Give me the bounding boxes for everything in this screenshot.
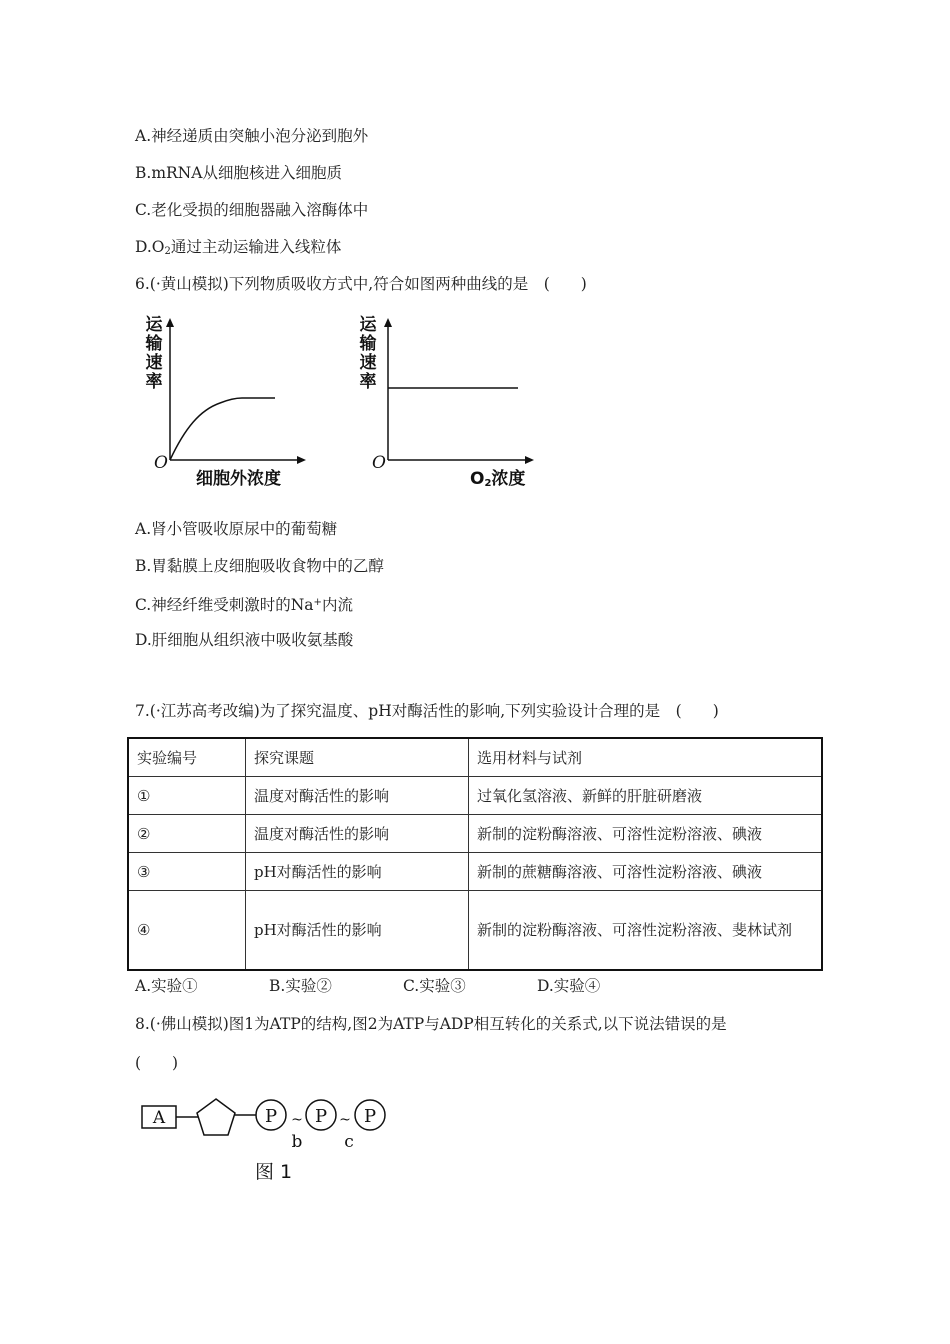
graph2-y-char: 输 [359, 334, 377, 354]
q5-option-d-sub: 2 [164, 246, 171, 257]
table-row [128, 777, 822, 815]
table-cell: 新制的蔗糖酶溶液、可溶性淀粉溶液、碘液 [469, 853, 823, 891]
table-row [128, 815, 822, 853]
graph1-y-char: 速 [145, 353, 163, 373]
graph2-y-char: 速 [359, 353, 377, 373]
q5-option-b: B.mRNA从细胞核进入细胞质 [135, 164, 342, 182]
graph2-y-char: 率 [359, 372, 377, 392]
graph1-plot [160, 318, 310, 468]
q5-option-d [135, 237, 341, 262]
table-header-cell: 实验编号 [128, 738, 246, 777]
table-cell: ③ [128, 853, 246, 891]
graph1-y-char: 运 [145, 315, 163, 335]
experiment-table [127, 737, 823, 971]
q6-option-c [135, 593, 353, 615]
graph2-x-label-post: 浓度 [491, 469, 526, 489]
table-cell: 新制的淀粉酶溶液、可溶性淀粉溶液、斐林试剂 [469, 891, 823, 971]
figure-caption: 图 1 [255, 1161, 293, 1183]
q6-stem: 6.(·黄山模拟)下列物质吸收方式中,符合如图两种曲线的是 ( ) [135, 275, 587, 293]
table-cell: pH对酶活性的影响 [246, 891, 469, 971]
q6-option-d: D.肝细胞从组织液中吸收氨基酸 [135, 631, 354, 649]
graph2-y-title [359, 316, 377, 392]
q7-option-a: A.实验① [135, 977, 198, 995]
high-energy-bond-b: ~ [291, 1112, 303, 1128]
graph1-origin: O [154, 453, 168, 473]
q7-stem: 7.(·江苏高考改编)为了探究温度、pH对酶活性的影响,下列实验设计合理的是 ( ) [135, 702, 719, 720]
q5-option-d-post: 通过主动运输进入线粒体 [170, 238, 342, 256]
ribose-pentagon [197, 1099, 235, 1135]
atp-diagram [140, 1095, 400, 1155]
table-cell: ④ [128, 891, 246, 971]
bond-label-b: b [291, 1132, 303, 1152]
q7-option-d: D.实验④ [537, 977, 601, 995]
q6-option-c-sup: + [313, 597, 322, 608]
table-header-cell: 探究课题 [246, 738, 469, 777]
q6-option-c-post: 内流 [321, 596, 353, 614]
table-cell: ② [128, 815, 246, 853]
adenine-label: A [152, 1108, 166, 1128]
graph1-y-arrow [166, 318, 174, 327]
q6-option-a: A.肾小管吸收原尿中的葡萄糖 [135, 520, 338, 538]
graph2-plot [378, 318, 538, 468]
phosphate-label-1: P [264, 1106, 278, 1127]
q8-stem-paren: ( ) [135, 1054, 179, 1072]
table-cell: 过氧化氢溶液、新鲜的肝脏研磨液 [469, 777, 823, 815]
table-header-row [128, 738, 822, 777]
table-header-cell: 选用材料与试剂 [469, 738, 823, 777]
q6-option-b: B.胃黏膜上皮细胞吸收食物中的乙醇 [135, 557, 384, 575]
table-cell: 温度对酶活性的影响 [246, 815, 469, 853]
graph2-x-label [470, 464, 525, 489]
graph1-y-char: 率 [145, 372, 163, 392]
q5-option-a: A.神经递质由突触小泡分泌到胞外 [135, 127, 369, 145]
atp-structure-figure [140, 1095, 400, 1155]
q7-option-b: B.实验② [269, 977, 332, 995]
q8-stem: 8.(·佛山模拟)图1为ATP的结构,图2为ATP与ADP相互转化的关系式,以下说法错误的是 [135, 1015, 727, 1033]
graph1-y-char: 输 [145, 334, 163, 354]
table-row [128, 891, 822, 971]
graph2-x-label-sub: 2 [484, 478, 492, 489]
graph1-x-arrow [297, 456, 306, 464]
phosphate-label-2: P [314, 1106, 328, 1127]
q5-option-c: C.老化受损的细胞器融入溶酶体中 [135, 201, 369, 219]
table-cell: 温度对酶活性的影响 [246, 777, 469, 815]
graph1-x-label: 细胞外浓度 [196, 469, 281, 489]
table-cell: 新制的淀粉酶溶液、可溶性淀粉溶液、碘液 [469, 815, 823, 853]
table-row [128, 853, 822, 891]
graph1-curve [170, 398, 275, 460]
q7-option-c: C.实验③ [403, 977, 466, 995]
graph2-origin: O [372, 453, 386, 473]
table-cell: pH对酶活性的影响 [246, 853, 469, 891]
high-energy-bond-c: ~ [339, 1112, 351, 1128]
q6-option-c-pre: C.神经纤维受刺激时的Na [135, 596, 314, 614]
phosphate-label-3: P [363, 1106, 377, 1127]
table-cell: ① [128, 777, 246, 815]
q5-option-d-pre: D.O [135, 238, 165, 256]
graph2-y-arrow [384, 318, 392, 327]
bond-label-c: c [344, 1132, 354, 1152]
graph2-x-label-pre: O [470, 469, 485, 489]
graph2-x-arrow [525, 456, 534, 464]
graph2-y-char: 运 [359, 315, 377, 335]
